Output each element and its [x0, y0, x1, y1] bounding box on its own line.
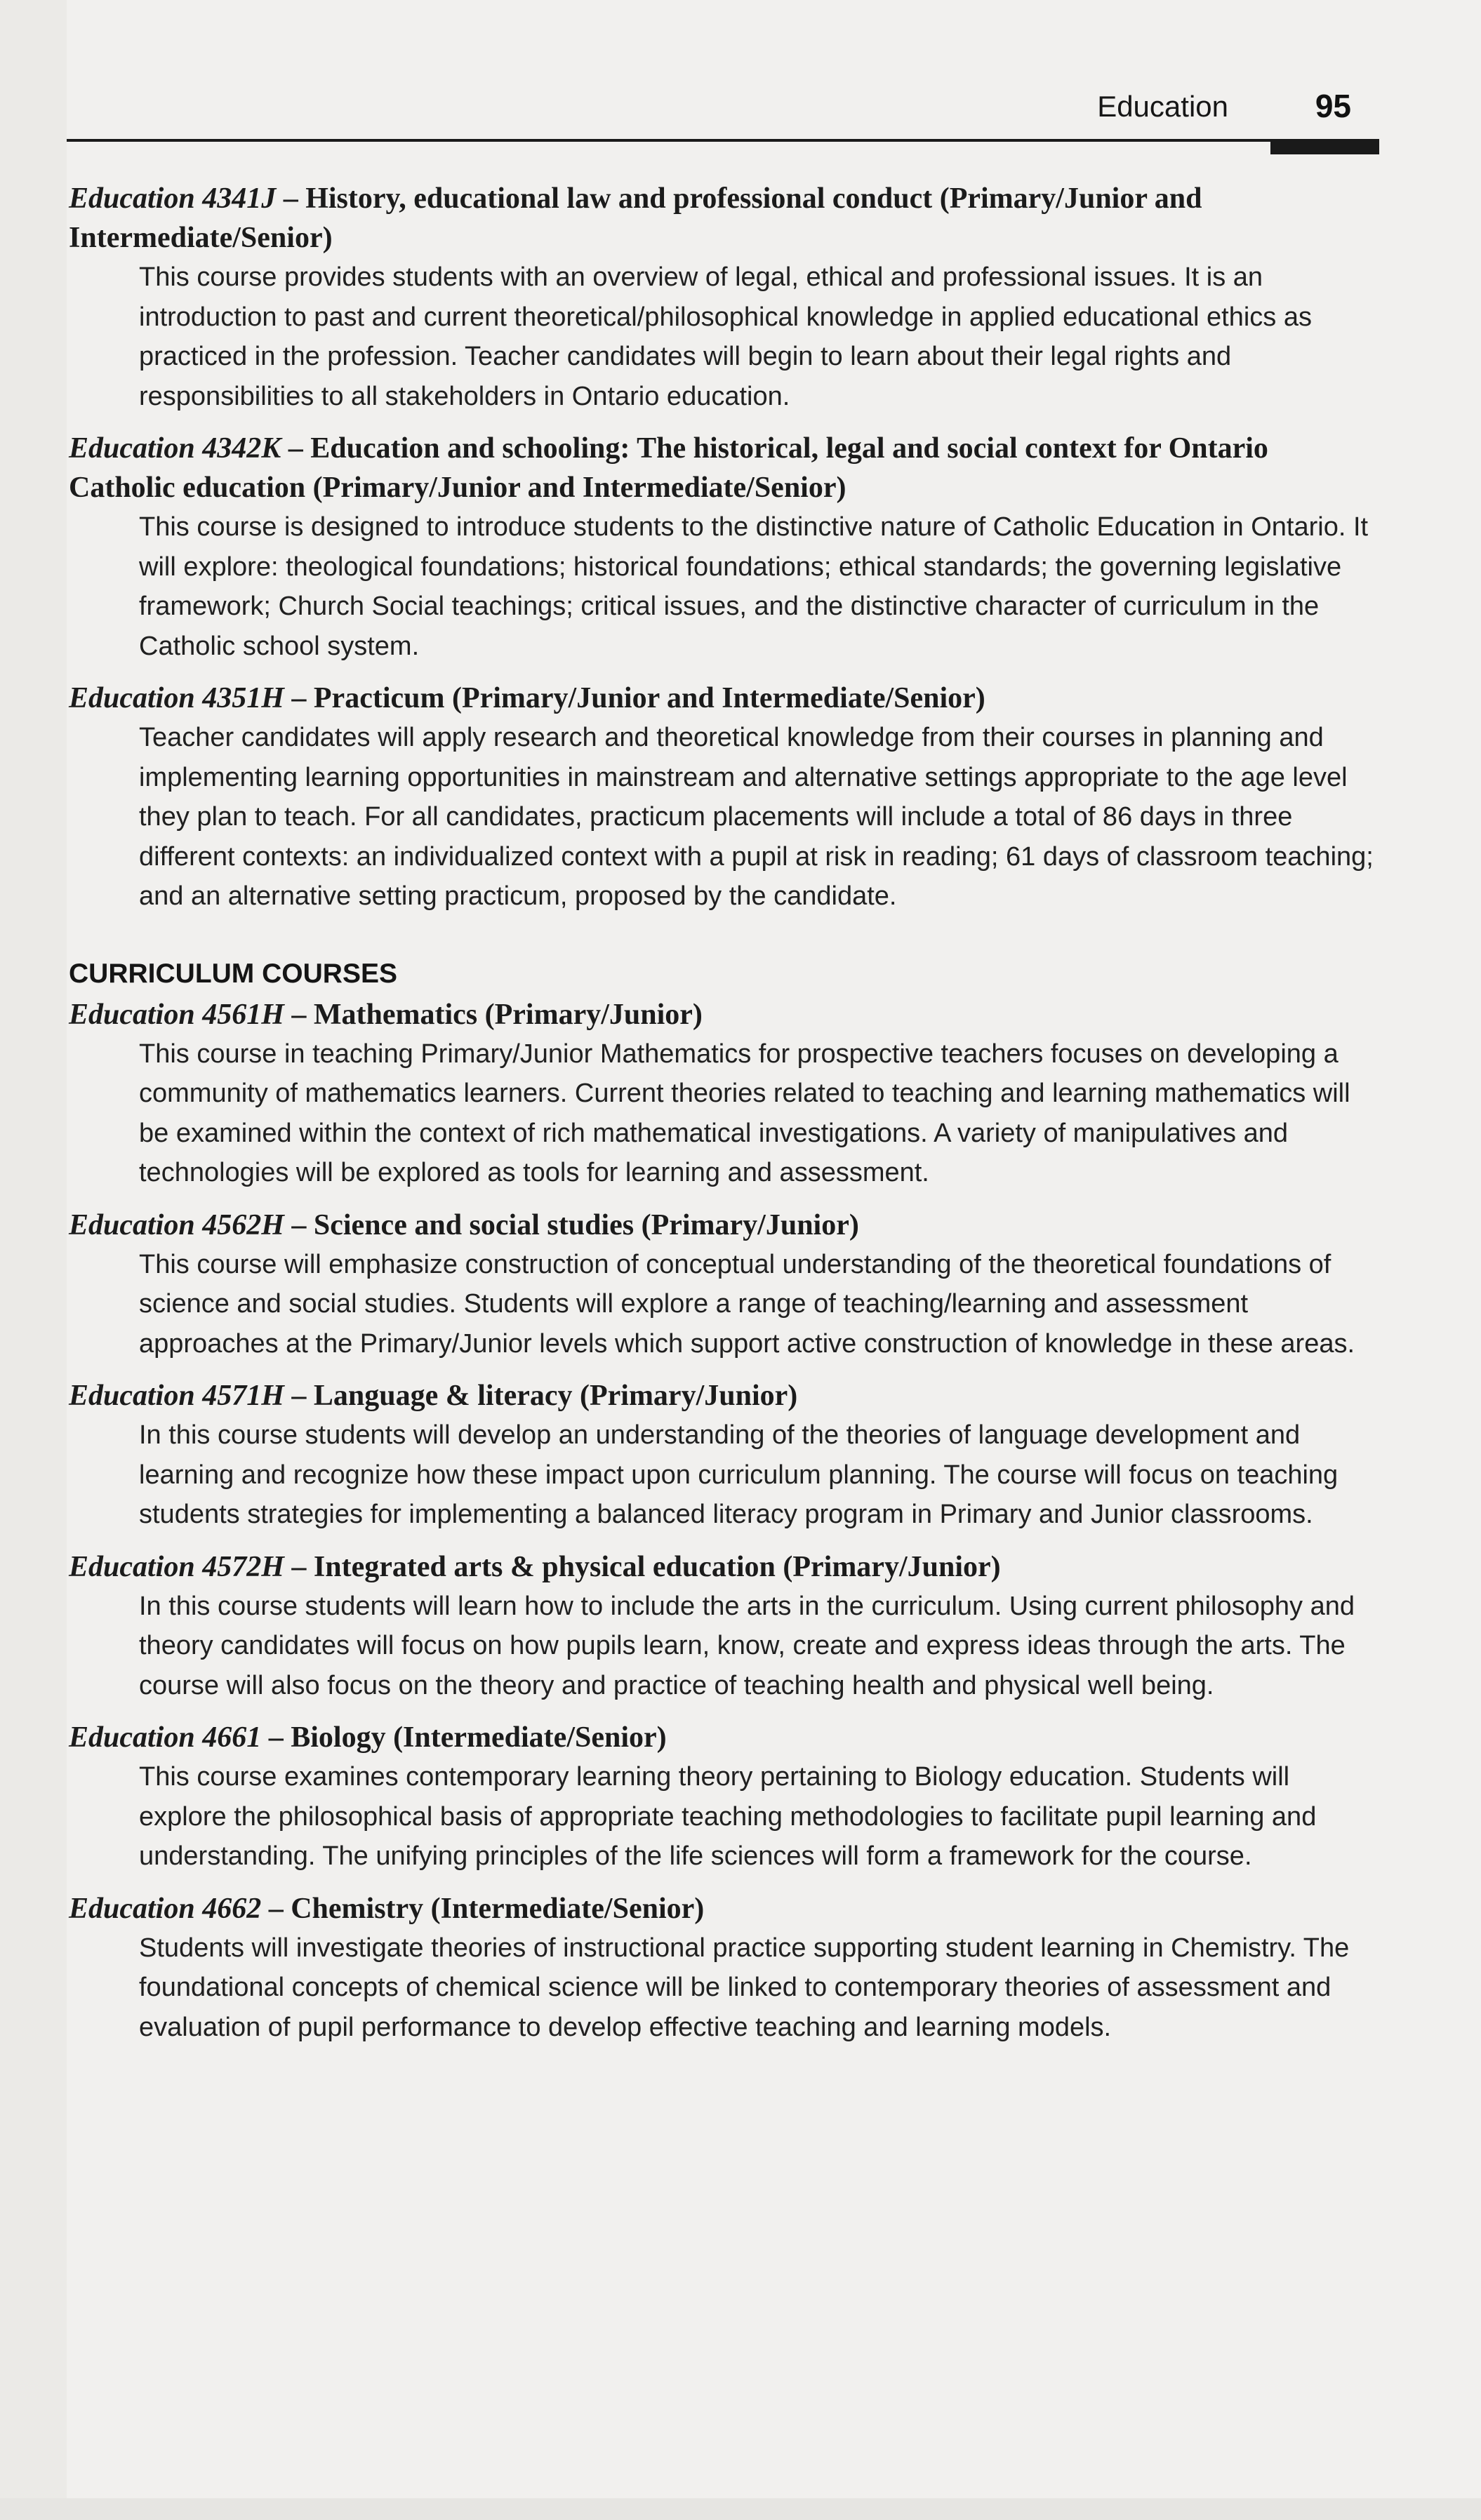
course-entry [69, 1206, 1374, 1364]
course-description: This course in teaching Primary/Junior Mathematics for prospective teachers focuses on developing a community of mathematics learners. Current theories related to teaching and learning mathematics will be examined within the context of rich mathematical investigations. A variety of manipulatives and technologies will be explored as tools for learning and assessment. [139, 1039, 1350, 1187]
course-code: Education 4662 [69, 1892, 262, 1925]
course-name: – Education and schooling: The historical, legal and social context for Ontario Catholic education (Primary/Junior and Intermediate/Senior) [69, 432, 1268, 504]
page-header [67, 83, 1379, 160]
course-title [69, 995, 1374, 1034]
course-name: – Integrated arts & physical education (Primary/Junior) [284, 1550, 1001, 1583]
header-rule [67, 139, 1379, 142]
course-code: Education 4661 [69, 1721, 262, 1754]
course-name: – Science and social studies (Primary/Junior) [284, 1208, 859, 1241]
page-number: 95 [1315, 88, 1351, 124]
header-rule-tab [1270, 139, 1379, 154]
course-name: – Language & literacy (Primary/Junior) [284, 1380, 798, 1412]
course-name: – Practicum (Primary/Junior and Intermediate/Senior) [284, 682, 985, 714]
course-description: This course is designed to introduce students to the distinctive nature of Catholic Education in Ontario. It will explore: theological foundations; historical foundations; ethical standards; the governing legislative framework; Church Social teachings; critical issues, and the distinctive character of curriculum in the Catholic school system. [139, 512, 1369, 661]
course-entry [69, 995, 1374, 1193]
course-code: Education 4562H [69, 1208, 284, 1241]
course-title [69, 1889, 1374, 1928]
course-code: Education 4342K [69, 432, 281, 465]
course-name: – Biology (Intermediate/Senior) [261, 1721, 667, 1754]
course-name: – Mathematics (Primary/Junior) [284, 998, 703, 1031]
course-title [69, 179, 1374, 258]
course-entry [69, 679, 1374, 916]
course-title [69, 429, 1374, 507]
course-name: – History, educational law and professional conduct (Primary/Junior and Intermediate/Senior) [69, 182, 1202, 254]
course-listing [69, 179, 1374, 2060]
course-title [69, 1376, 1374, 1415]
header-section-title: Education [1097, 90, 1228, 123]
course-code: Education 4351H [69, 682, 284, 714]
course-title [69, 1206, 1374, 1245]
course-code: Education 4561H [69, 998, 284, 1031]
course-title [69, 679, 1374, 718]
course-description: Students will investigate theories of instructional practice supporting student learning in Chemistry. The foundational concepts of chemical science will be linked to contemporary theories of assessment and evaluation of pupil performance to develop effective teaching and learning models. [139, 1933, 1350, 2042]
page-bottom-edge [0, 2498, 1481, 2520]
course-code: Education 4572H [69, 1550, 284, 1583]
course-code: Education 4571H [69, 1380, 284, 1412]
course-title [69, 1718, 1374, 1757]
course-description: This course will emphasize construction of conceptual understanding of the theoretical foundations of science and social studies. Students will explore a range of teaching/learning and assessment approaches at the Primary/Junior levels which support active construction of knowledge in these areas. [139, 1249, 1355, 1359]
course-entry [69, 1889, 1374, 2048]
course-description: This course provides students with an overview of legal, ethical and professional issues. It is an introduction to past and current theoretical/philosophical knowledge in applied educational ethics as practiced in the profession. Teacher candidates will begin to learn about their legal rights and responsibilities to all stakeholders in Ontario education. [139, 262, 1312, 411]
course-description: This course examines contemporary learning theory pertaining to Biology education. Students will explore the philosophical basis of appropriate teaching methodologies to facilitate pupil learning and understanding. The unifying principles of the life sciences will form a framework for the course. [139, 1762, 1317, 1871]
course-entry [69, 179, 1374, 416]
course-code: Education 4341J [69, 182, 277, 215]
course-entry [69, 1547, 1374, 1706]
course-title [69, 1547, 1374, 1587]
course-entry [69, 1718, 1374, 1876]
page-margin-shade [0, 0, 67, 2520]
course-name: – Chemistry (Intermediate/Senior) [261, 1892, 705, 1925]
course-description: Teacher candidates will apply research and theoretical knowledge from their courses in planning and implementing learning opportunities in mainstream and alternative settings appropriate to the age level they plan to teach. For all candidates, practicum placements will include a total of 86 days in three different contexts: an individualized context with a pupil at risk in reading; 61 days of classroom teaching; and an alternative setting practicum, proposed by the candidate. [139, 723, 1374, 911]
course-entry [69, 1376, 1374, 1535]
course-description: In this course students will develop an understanding of the theories of language development and learning and recognize how these impact upon curriculum planning. The course will focus on teaching students strategies for implementing a balanced literacy program in Primary and Junior classrooms. [139, 1420, 1339, 1529]
course-entry [69, 429, 1374, 666]
course-description: In this course students will learn how to include the arts in the curriculum. Using current philosophy and theory candidates will focus on how pupils learn, know, create and express ideas through the arts. The course will also focus on the theory and practice of teaching health and physical well being. [139, 1591, 1355, 1700]
section-heading: CURRICULUM COURSES [69, 958, 397, 989]
